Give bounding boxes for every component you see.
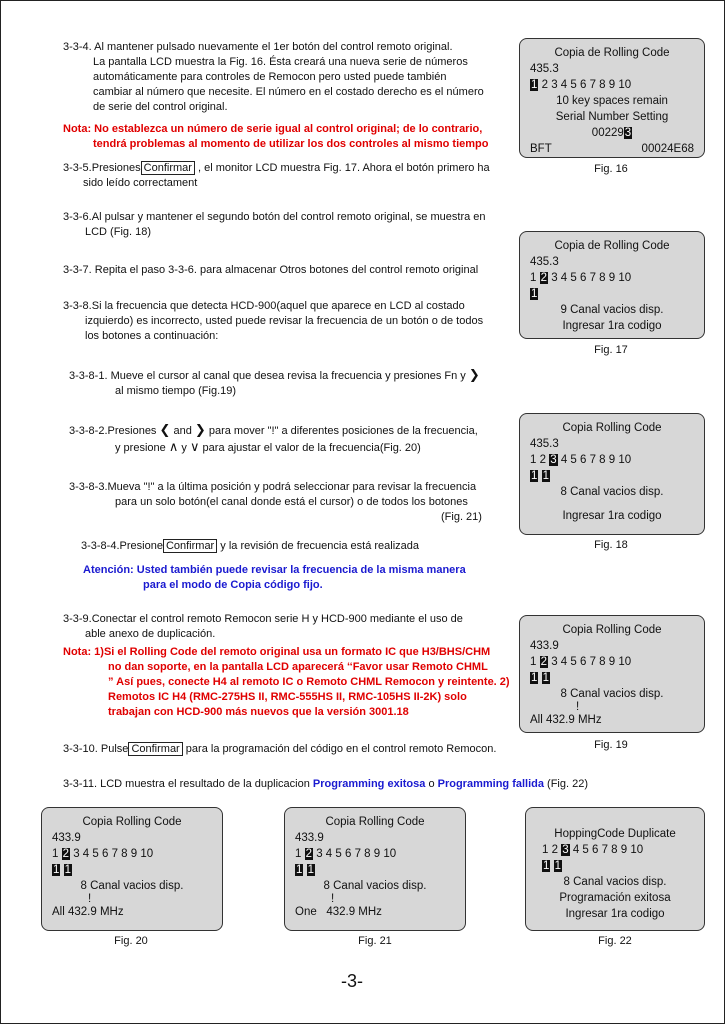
freq-position-marker: ! (331, 893, 335, 905)
freq-position-marker: ! (576, 701, 580, 713)
step-3-3-8-1: 3-3-8-1. Mueve el cursor al canal que desea revisa la frecuencia y presiones Fn y ❯ al mismo tiempo (Fig.19) (69, 367, 480, 397)
stored-button: 1 (296, 864, 303, 876)
stored-button: 1 (64, 864, 72, 876)
fig-caption: Fig. 16 (594, 163, 628, 175)
lcd-fig-20: Copia Rolling Code 433.9 1 2 3 4 5 6 7 8 9 10 1 1 8 Canal vacios disp. ! All 432.9 MHz (41, 807, 223, 931)
cursor-channel: 3 (550, 454, 557, 466)
up-arrow-icon: ∧ (168, 439, 179, 454)
step-3-3-10: 3-3-10. Pulse Confirmar para la programación del código en el control remoto Remocon. (63, 743, 497, 755)
fig-caption: Fig. 18 (594, 539, 628, 551)
cursor-channel: 1 (531, 79, 538, 91)
confirmar-key: Confirmar (163, 539, 217, 553)
right-arrow-icon: ❯ (468, 367, 480, 382)
step-3-3-6: 3-3-6.Al pulsar y mantener el segundo botón del control remoto original, se muestra en LCD (Fig. 18) (63, 211, 486, 238)
cursor-channel: 2 (62, 848, 70, 860)
right-arrow-icon: ❯ (194, 422, 206, 437)
lcd-fig-19: Copia Rolling Code 433.9 1 2 3 4 5 6 7 8 9 10 1 1 8 Canal vacios disp. ! All 432.9 MHz (519, 615, 705, 733)
step-3-3-8-2: 3-3-8-2.Presiones ❮ and ❯ para mover "!" a diferentes posiciones de la frecuencia, y presione ∧ y ∨ para ajustar el valor de la frecuencia(Fig. 20) (69, 422, 478, 454)
stored-button: 1 (543, 860, 550, 872)
lcd-fig-22: HoppingCode Duplicate 1 2 3 4 5 6 7 8 9 10 1 1 8 Canal vacios disp. Programación exitosa Ingresar 1ra codigo (525, 807, 705, 931)
stored-button: 1 (53, 864, 60, 876)
cursor-channel: 2 (305, 848, 313, 860)
attention-note: Atención: Usted también puede revisar la frecuencia de la misma manera para el modo de Copia código fijo. (83, 564, 466, 591)
fig-caption: Fig. 17 (594, 344, 628, 356)
note-serial: Nota: No establezca un número de serie igual al control original; de lo contrario, tendrá problemas al momento de utilizar los dos controles al mismo tiempo (63, 123, 489, 150)
freq-position-marker: ! (88, 893, 92, 905)
confirmar-key: Confirmar (128, 742, 182, 756)
fig-caption: Fig. 19 (594, 739, 628, 751)
cursor-channel: 3 (562, 844, 569, 856)
stored-button: 1 (542, 672, 550, 684)
step-3-3-7: 3-3-7. Repita el paso 3-3-6. para almacenar Otros botones del control remoto original (63, 264, 479, 276)
serial-cursor: 3 (624, 127, 632, 139)
stored-button: 1 (531, 672, 538, 684)
lcd-fig-21: Copia Rolling Code 433.9 1 2 3 4 5 6 7 8 9 10 1 1 8 Canal vacios disp. ! One 432.9 MHz (284, 807, 466, 931)
fig-caption: Fig. 20 (114, 935, 148, 947)
down-arrow-icon: ∨ (189, 439, 200, 454)
step-3-3-5: 3-3-5.Presiones Confirmar , el monitor LCD muestra Fig. 17. Ahora el botón primero ha sido leído correctament (63, 162, 490, 189)
fig-caption: Fig. 22 (598, 935, 632, 947)
stored-button: 1 (531, 470, 538, 482)
stored-button: 1 (542, 470, 550, 482)
confirmar-key: Confirmar (141, 161, 195, 175)
step-3-3-8-4: 3-3-8-4.Presione Confirmar y la revisión de frecuencia está realizada (81, 540, 420, 552)
step-3-3-8-3: 3-3-8-3.Mueva "!" a la última posición y podrá seleccionar para revisar la frecuencia para un solo botón(el canal donde está el cursor) o de todos los botones (Fig. 21) (69, 481, 482, 523)
cursor-channel: 2 (540, 656, 548, 668)
cursor-channel: 2 (540, 272, 548, 284)
lcd-fig-17: Copia de Rolling Code 435.3 1 2 3 4 5 6 7 8 9 10 1 9 Canal vacios disp. Ingresar 1ra codigo (519, 231, 705, 339)
stored-button: 1 (307, 864, 315, 876)
left-arrow-icon: ❮ (159, 422, 171, 437)
note-ic-format: Nota: 1)Si el Rolling Code del remoto original usa un formato IC que H3/BHS/CHM no dan soporte, en la pantalla LCD aparecerá ‘‘Favor usar Remoto CHML ” Así pues, conecte H4 al remoto IC o Remoto CHML Remocon y reintente. 2) Remotos IC H4 (RMC-275HS II, RMC-555HS II, RMC-105HS II-2K) solo trabajan con HCD-900 más nuevos que la versión 3001.18 (63, 646, 510, 718)
page-number: -3- (341, 971, 363, 991)
stored-button: 1 (554, 860, 562, 872)
lcd-fig-16: Copia de Rolling Code 435.3 1 2 3 4 5 6 7 8 9 10 10 key spaces remain Serial Number Setting 002293 BFT 00024E68 (519, 38, 705, 158)
step-3-3-11: 3-3-11. LCD muestra el resultado de la duplicacion Programming exitosa o Programming fallida (Fig. 22) (63, 778, 589, 790)
fig-caption: Fig. 21 (358, 935, 392, 947)
step-3-3-8: 3-3-8.Si la frecuencia que detecta HCD-900(aquel que aparece en LCD al costado izquierdo) es incorrecto, usted puede revisar la frecuencia de un botón o de todos los botones a continuación: (63, 300, 484, 342)
stored-button: 1 (531, 288, 538, 300)
lcd-fig-18: Copia Rolling Code 435.3 1 2 3 4 5 6 7 8 9 10 1 1 8 Canal vacios disp. Ingresar 1ra codigo (519, 413, 705, 535)
step-3-3-4: 3-3-4. Al mantener pulsado nuevamente el 1er botón del control remoto original. La pantalla LCD muestra la Fig. 16. Ésta creará una nueva serie de números automáticamente para controles de Remocon pero usted puede también cambiar al número que necesite. El número en el costado derecho es el número de serie del control original. (63, 41, 484, 113)
step-3-3-9: 3-3-9.Conectar el control remoto Remocon serie H y HCD-900 mediante el uso de able anexo de duplicación. (63, 613, 463, 640)
